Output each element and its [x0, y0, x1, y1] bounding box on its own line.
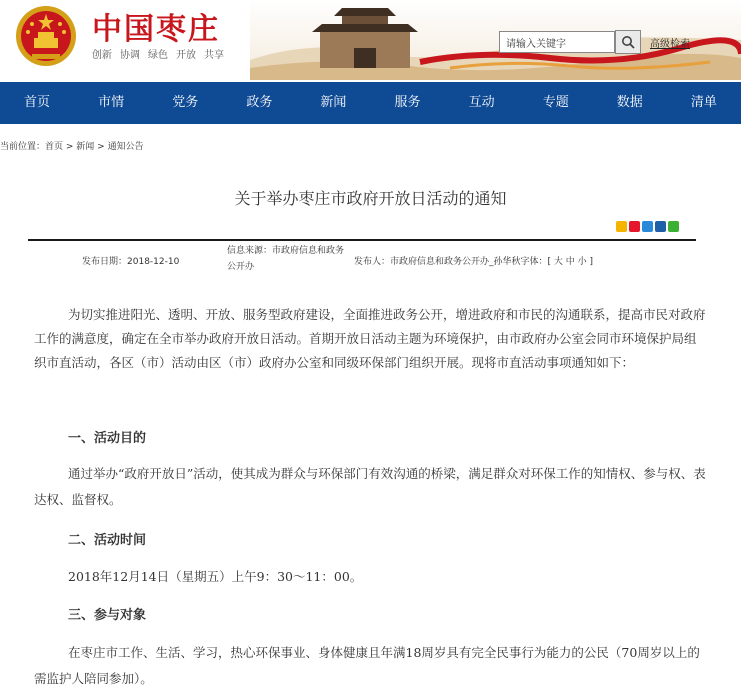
main-nav [0, 82, 741, 124]
breadcrumb-news[interactable]: 新闻 [76, 142, 95, 152]
info-source-label: 信息来源： [227, 246, 273, 256]
slogans [92, 46, 232, 61]
site-header [0, 0, 741, 80]
info-source-value: 市政府信息和政务公开办 [227, 246, 345, 272]
breadcrumb-separator: > [63, 142, 77, 152]
search-input[interactable] [499, 31, 615, 53]
section-heading: 二、活动时间 [68, 533, 147, 548]
advanced-search-link[interactable]: 高级检索 [650, 39, 690, 50]
font-size-selector[interactable]: [ 大 中 小 ] [547, 257, 594, 267]
nav-item-lists[interactable]: 清单 [690, 95, 717, 110]
nav-item-news[interactable]: 新闻 [320, 95, 347, 110]
article-paragraph: 在枣庄市工作、生活、学习，热心环保事业、身体健康且年满18周岁具有完全民事行为能力的公民（70周岁以上的需监护人陪同参加）。 [34, 645, 700, 686]
nav-item-party-affairs[interactable]: 党务 [172, 95, 199, 110]
nav-item-government-affairs[interactable]: 政务 [246, 95, 273, 110]
publisher-value: 市政府信息和政务公开办_孙华秋 [390, 257, 521, 267]
section-heading: 三、参与对象 [68, 608, 147, 623]
slogan-item: 创新 [92, 50, 112, 61]
slogan-item: 协调 [120, 50, 140, 61]
nav-item-services[interactable]: 服务 [394, 95, 421, 110]
publisher-info [354, 254, 593, 267]
breadcrumb-separator: > [94, 142, 108, 152]
nav-item-interaction[interactable]: 互动 [468, 95, 495, 110]
publish-date [82, 254, 179, 267]
article-paragraph: 为切实推进阳光、透明、开放、服务型政府建设，全面推进政务公开，增进政府和市民的沟通联系，提高市民对政府工作的满意度，确定在全市举办政府开放日活动。首期开放日活动主题为环境保护，由市政府办公室会同市环境保护局组织市直活动，各区（市）活动由区（市）政府办公室和同级环保部门组织开展。现将市直活动事项通知如下： [34, 307, 706, 370]
share-qzone-icon[interactable] [616, 221, 627, 232]
publisher-label: 发布人： [354, 257, 391, 267]
breadcrumb-home[interactable]: 首页 [45, 142, 64, 152]
share-tencent-weibo-icon[interactable] [642, 221, 653, 232]
slogan-item: 共享 [204, 50, 224, 61]
article-paragraph: 通过举办“政府开放日”活动，使其成为群众与环保部门有效沟通的桥梁，满足群众对环保工作的知情权、参与权、表达权、监督权。 [34, 466, 706, 507]
title-divider [28, 239, 696, 241]
nav-item-home[interactable]: 首页 [24, 95, 51, 110]
article-paragraph: 2018年12月14日（星期五）上午9：30～11：00。 [68, 569, 363, 584]
share-wechat-icon[interactable] [668, 221, 679, 232]
nav-item-city-info[interactable]: 市情 [98, 95, 125, 110]
site-title: 中国枣庄 [92, 12, 220, 47]
nav-item-topics[interactable]: 专题 [542, 95, 569, 110]
publish-date-label: 发布日期： [82, 257, 128, 267]
share-renren-icon[interactable] [655, 221, 666, 232]
search-icon [621, 35, 635, 49]
share-weibo-icon[interactable] [629, 221, 640, 232]
info-source [227, 243, 349, 275]
search-button[interactable] [615, 30, 641, 54]
national-emblem-icon [14, 4, 78, 68]
share-icons [616, 221, 679, 232]
section-heading: 一、活动目的 [68, 431, 147, 446]
nav-item-data[interactable]: 数据 [616, 95, 643, 110]
slogan-item: 开放 [176, 50, 196, 61]
article-title: 关于举办枣庄市政府开放日活动的通知 [234, 189, 507, 208]
slogan-item: 绿色 [148, 50, 168, 61]
breadcrumb-prefix: 当前位置： [0, 142, 46, 152]
publish-date-value: 2018-12-10 [127, 257, 180, 267]
breadcrumb [0, 139, 144, 152]
font-size-label: 字体： [520, 257, 548, 267]
breadcrumb-notices[interactable]: 通知公告 [107, 142, 144, 152]
